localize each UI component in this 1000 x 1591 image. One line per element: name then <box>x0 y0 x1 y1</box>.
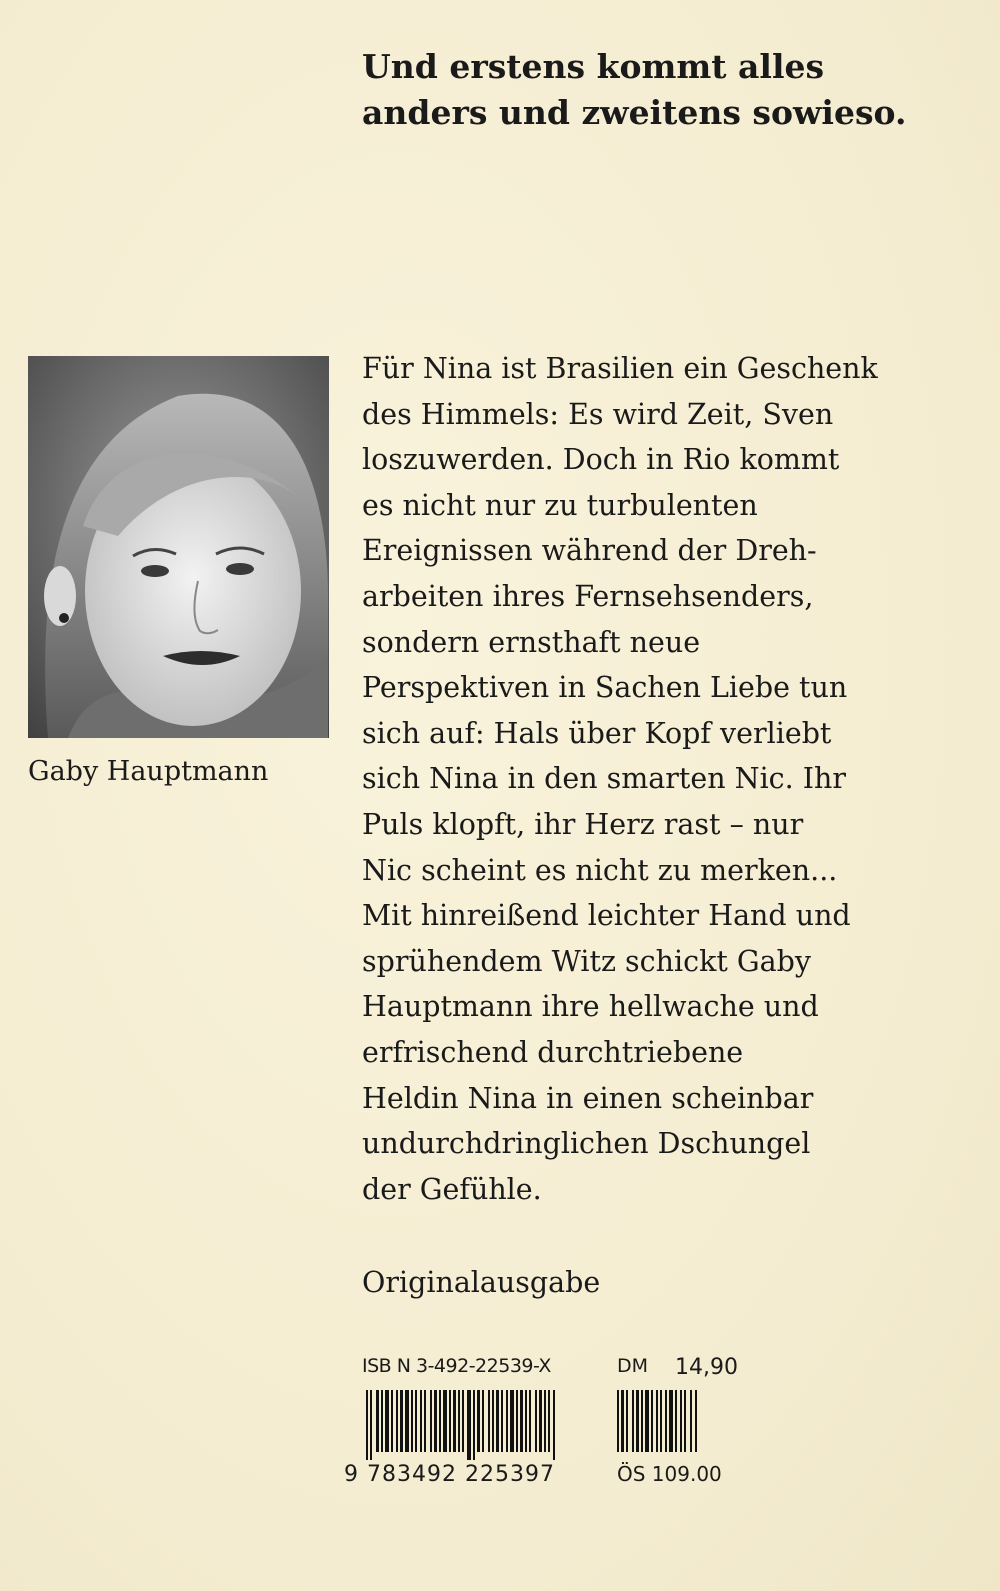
barcode-bar <box>477 1390 480 1452</box>
barcode-bar <box>544 1390 546 1452</box>
blurb-line: des Himmels: Es wird Zeit, Sven <box>362 397 834 431</box>
blurb-line: Ereignissen während der Dreh- <box>362 534 817 568</box>
barcode-bar <box>645 1390 649 1452</box>
blurb-text <box>362 346 982 1212</box>
barcode-bar <box>391 1390 393 1452</box>
barcode-bar <box>632 1390 634 1452</box>
barcode-bar <box>529 1390 531 1452</box>
barcode-bar <box>482 1390 484 1452</box>
barcode-bar <box>488 1390 490 1452</box>
blurb-line: arbeiten ihres Fernsehsenders, <box>362 579 814 613</box>
barcode-bar <box>458 1390 460 1452</box>
tagline-line: Und erstens kommt alles <box>362 47 825 86</box>
barcode-bar <box>665 1390 667 1452</box>
barcode-bar <box>525 1390 527 1452</box>
blurb-line: Nic scheint es nicht zu merken... <box>362 853 838 887</box>
barcode-bar <box>669 1390 673 1452</box>
barcode-bar <box>439 1390 441 1452</box>
barcode-bar <box>430 1390 432 1452</box>
barcode-bar <box>366 1390 368 1460</box>
tagline <box>362 44 962 136</box>
barcode-bar <box>690 1390 692 1452</box>
barcode-bar <box>396 1390 398 1452</box>
blurb-line: Hauptmann ihre hellwache und <box>362 990 819 1024</box>
barcode-bar <box>434 1390 437 1452</box>
blurb-line: Mit hinreißend leichter Hand und <box>362 899 851 933</box>
barcode-bar <box>680 1390 682 1452</box>
blurb-line: loszuwerden. Doch in Rio kommt <box>362 443 840 477</box>
isbn-number: ISB N 3-492-22539-X <box>362 1355 551 1377</box>
barcode-bar <box>405 1390 409 1452</box>
barcode-bar <box>411 1390 413 1452</box>
edition-label: Originalausgabe <box>362 1266 601 1299</box>
blurb-line: sondern ernsthaft neue <box>362 625 701 659</box>
blurb-line: sich Nina in den smarten Nic. Ihr <box>362 762 846 796</box>
barcode-bar <box>473 1390 475 1460</box>
barcode-bar <box>684 1390 686 1452</box>
barcode-bar <box>492 1390 494 1452</box>
barcode-bar <box>400 1390 403 1452</box>
price-os: ÖS 109.00 <box>617 1462 722 1486</box>
blurb-line: Heldin Nina in einen scheinbar <box>362 1081 814 1115</box>
barcode-bar <box>535 1390 537 1452</box>
barcode-bar <box>516 1390 518 1452</box>
barcode-bar <box>376 1390 379 1452</box>
tagline-line: anders und zweitens sowieso. <box>362 93 907 132</box>
barcode-bar <box>641 1390 643 1452</box>
barcode-bar <box>381 1390 383 1452</box>
price-dm-label: DM <box>617 1355 649 1377</box>
barcode-bar <box>626 1390 628 1452</box>
barcode-bar <box>539 1390 542 1452</box>
barcode-bar <box>443 1390 447 1452</box>
blurb-line: erfrischend durchtriebene <box>362 1035 744 1069</box>
barcode-bar <box>453 1390 456 1452</box>
author-photo <box>28 356 329 738</box>
blurb-line: sprühendem Witz schickt Gaby <box>362 944 811 978</box>
barcode-bar <box>520 1390 523 1452</box>
barcode-bar <box>385 1390 389 1452</box>
barcode-bar <box>501 1390 503 1452</box>
blurb-line: Für Nina ist Brasilien ein Geschenk <box>362 352 878 385</box>
barcode-bar <box>553 1390 555 1460</box>
barcode-bar <box>506 1390 508 1452</box>
barcode-bar <box>621 1390 624 1452</box>
barcode-bar <box>510 1390 514 1452</box>
blurb-line: der Gefühle. <box>362 1172 542 1206</box>
blurb-line: Perspektiven in Sachen Liebe tun <box>362 671 848 705</box>
barcode-bar <box>467 1390 471 1460</box>
barcode-bar <box>651 1390 653 1452</box>
barcode-bar <box>424 1390 426 1452</box>
ean-barcode <box>366 1390 594 1460</box>
blurb-line: sich auf: Hals über Kopf verliebt <box>362 716 832 750</box>
barcode-bar <box>449 1390 451 1452</box>
blurb-line: es nicht nur zu turbulenten <box>362 488 758 522</box>
barcode-digits: 9 783492 225397 <box>344 1462 555 1487</box>
barcode-bar <box>420 1390 422 1452</box>
barcode-bar <box>660 1390 662 1452</box>
blurb-line: undurchdringlichen Dschungel <box>362 1127 811 1161</box>
barcode-bar <box>695 1390 697 1452</box>
barcode-bar <box>617 1390 619 1452</box>
barcode-bar <box>462 1390 464 1452</box>
barcode-bar <box>496 1390 499 1452</box>
barcode-bar <box>636 1390 639 1452</box>
barcode-bar <box>548 1390 550 1452</box>
barcode-bar <box>415 1390 417 1452</box>
author-name: Gaby Hauptmann <box>28 756 269 787</box>
addon-barcode <box>617 1390 735 1460</box>
barcode-bar <box>656 1390 658 1452</box>
blurb-line: Puls klopft, ihr Herz rast – nur <box>362 807 804 841</box>
barcode-bar <box>370 1390 372 1460</box>
price-dm-value: 14,90 <box>675 1355 738 1380</box>
barcode-bar <box>675 1390 677 1452</box>
